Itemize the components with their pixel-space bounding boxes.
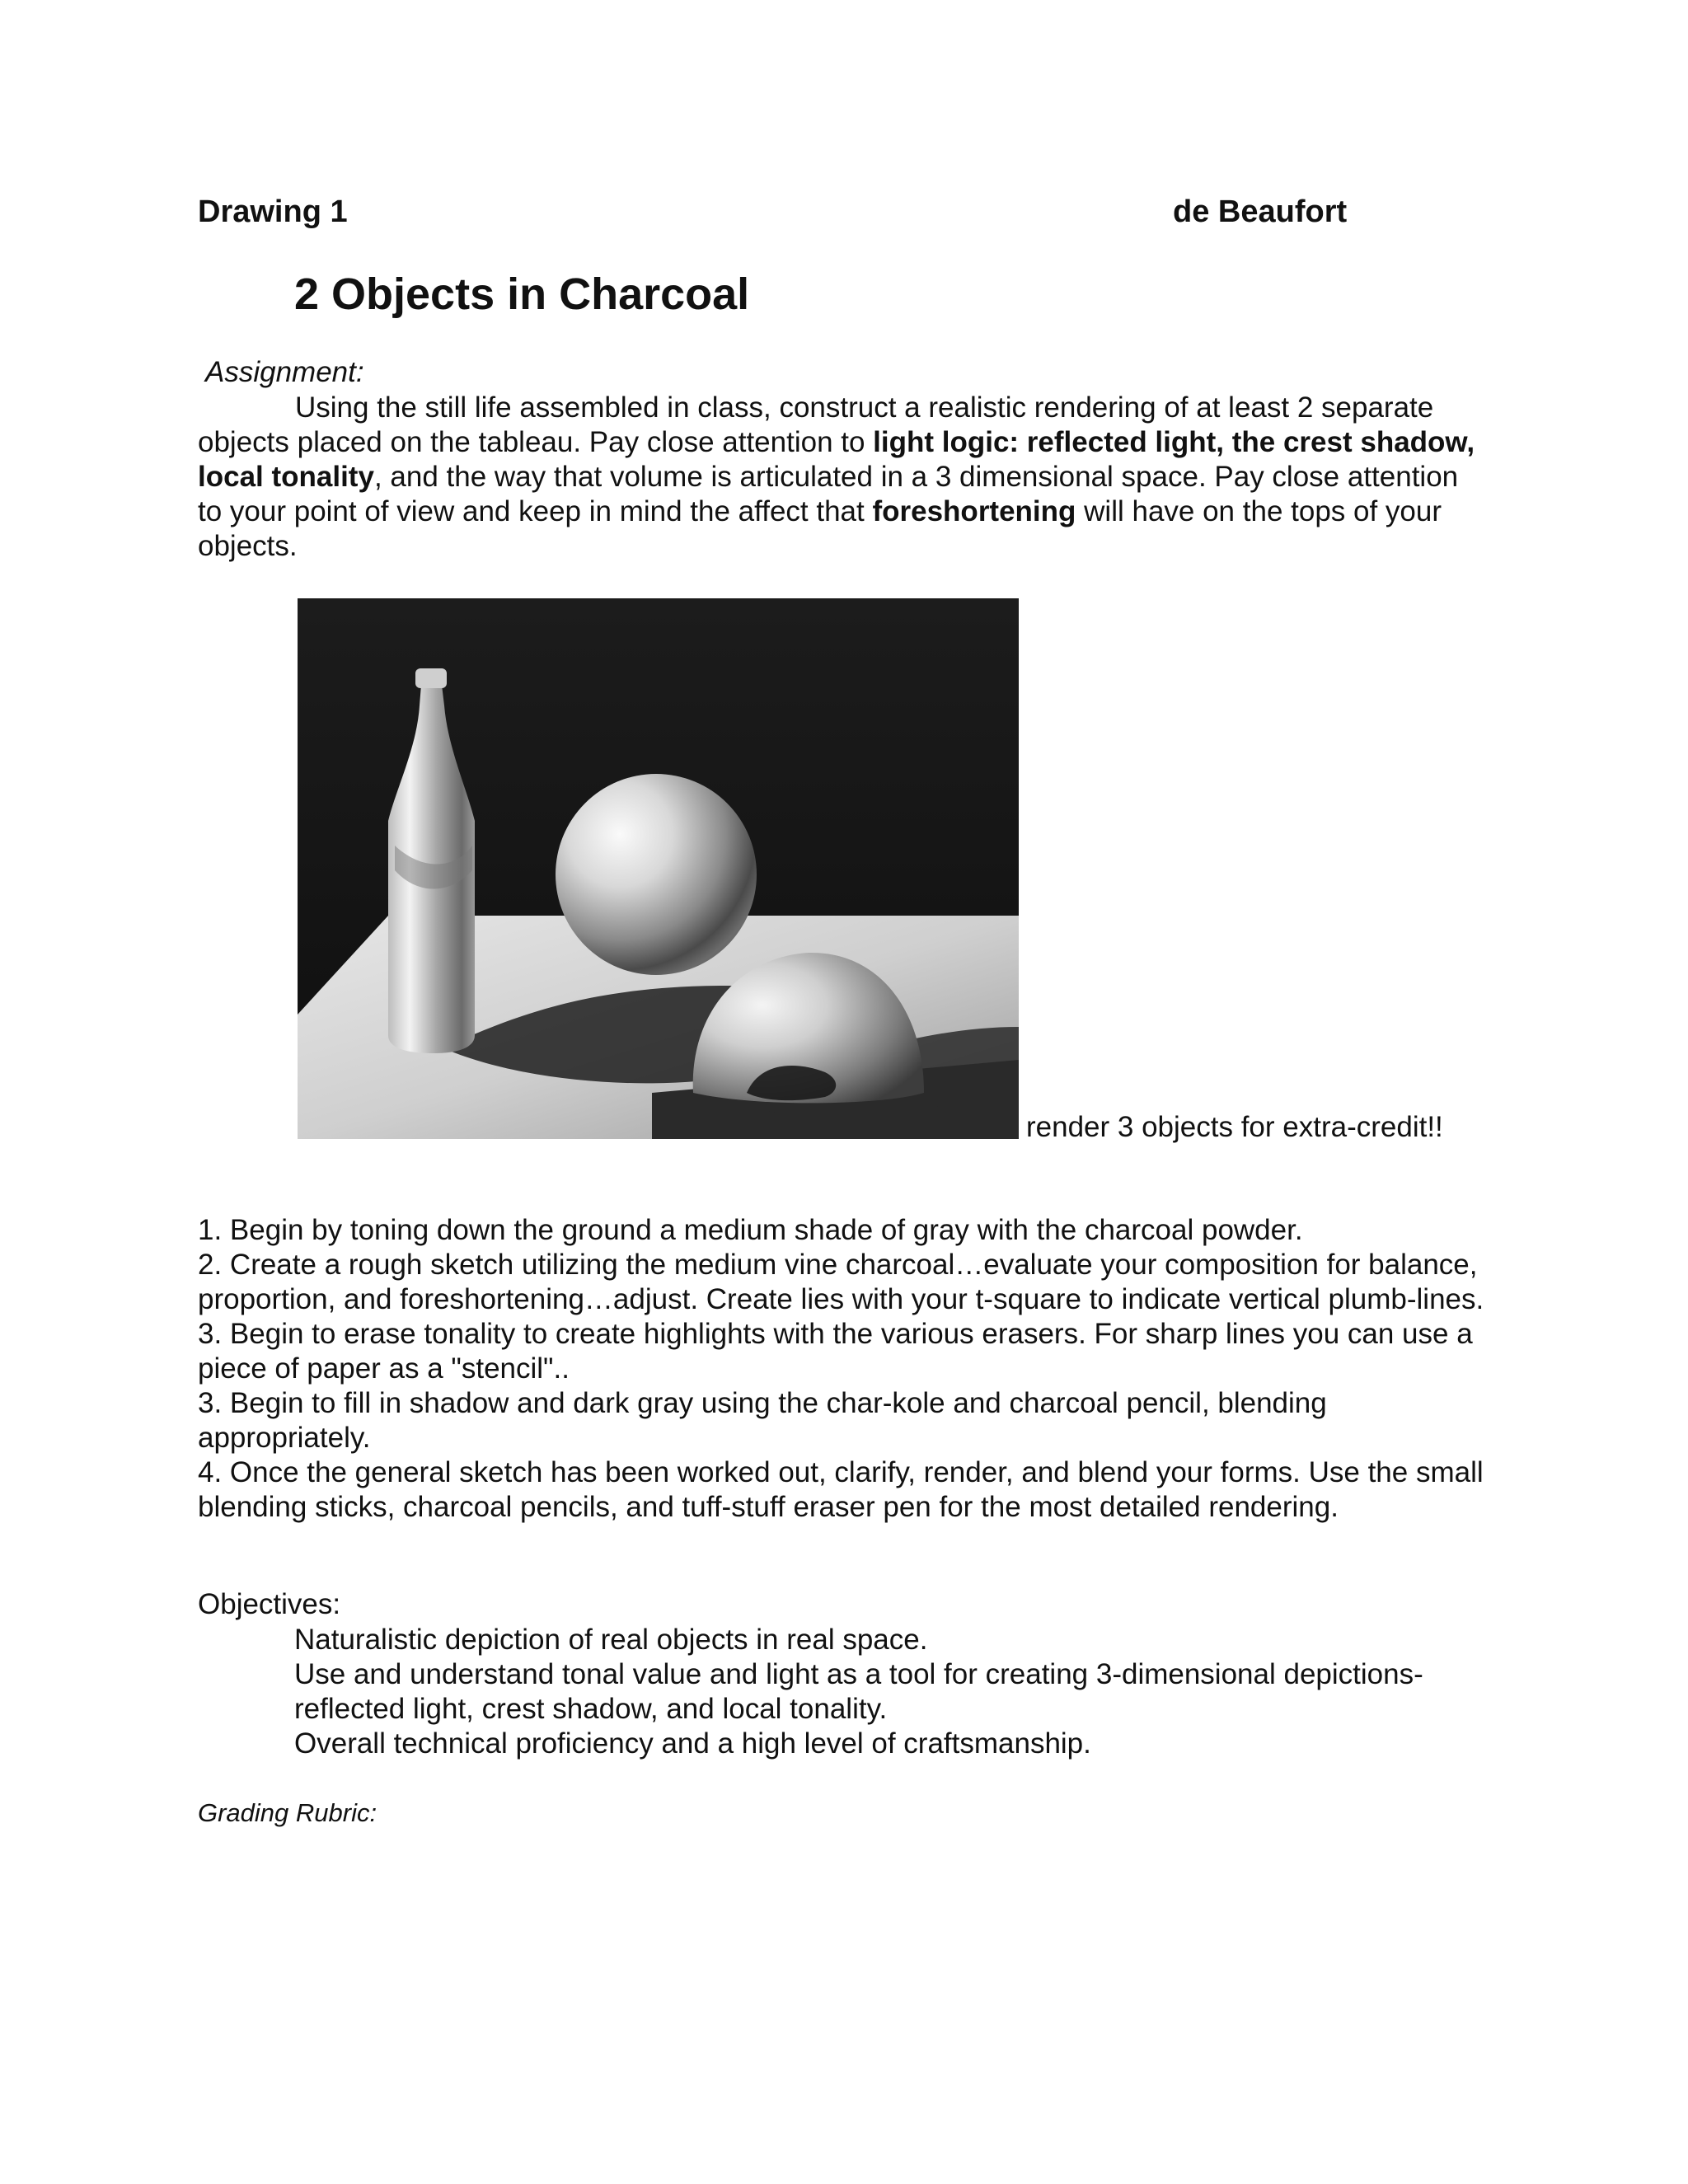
assignment-text-2: , and the way that volume is articulated in a 3 dimensional space. Pay close attention to your point of view and keep in mind the affect that xyxy=(198,461,1459,527)
assignment-bold-2: foreshortening xyxy=(872,495,1076,527)
figure-caption: render 3 objects for extra-credit!! xyxy=(1026,1111,1443,1143)
assignment-paragraph xyxy=(198,391,1484,564)
assignment-text-3: will have on the tops of your objects. xyxy=(198,495,1442,562)
charcoal-still-life-image xyxy=(298,598,1019,1139)
assignment-label: Assignment: xyxy=(205,356,364,388)
list-item: 3. Begin to erase tonality to create highlights with the various erasers. For sharp lines you can use a piece of paper as a "stencil".. xyxy=(198,1318,1473,1385)
instructor-name: de Beaufort xyxy=(1173,194,1348,229)
list-item: 3. Begin to fill in shadow and dark gray using the char-kole and charcoal pencil, blending appropriately. xyxy=(198,1387,1327,1454)
grading-rubric-label: Grading Rubric: xyxy=(198,1798,377,1827)
list-item: 4. Once the general sketch has been worked out, clarify, render, and blend your forms. Use the small blending sticks, charcoal pencils, and tuff-stuff eraser pen for the most detailed rendering. xyxy=(198,1456,1484,1523)
assignment-text-1: Using the still life assembled in class, construct a realistic rendering of at least 2 separate objects placed on the tableau. Pay close attention to xyxy=(198,391,1434,458)
page-title: 2 Objects in Charcoal xyxy=(294,269,750,319)
list-item: Naturalistic depiction of real objects in real space. xyxy=(294,1624,928,1656)
course-name: Drawing 1 xyxy=(198,194,348,229)
objectives-label: Objectives: xyxy=(198,1588,341,1620)
assignment-bold-1: light logic: reflected light, the crest shadow, local tonality xyxy=(198,426,1475,493)
list-item: 1. Begin by toning down the ground a medium shade of gray with the charcoal powder. xyxy=(198,1214,1303,1246)
steps-list xyxy=(198,1213,1500,1525)
list-item: Use and understand tonal value and light as a tool for creating 3-dimensional depictions- reflected light, crest shadow, and local tonality. xyxy=(294,1658,1423,1725)
list-item: Overall technical proficiency and a high level of craftsmanship. xyxy=(294,1727,1091,1760)
objectives-list xyxy=(294,1623,1489,1761)
list-item: 2. Create a rough sketch utilizing the medium vine charcoal…evaluate your composition for balance, proportion, and foreshortening…adjust. Create lies with your t-square to indicate vertical plumb-lines. xyxy=(198,1249,1484,1315)
